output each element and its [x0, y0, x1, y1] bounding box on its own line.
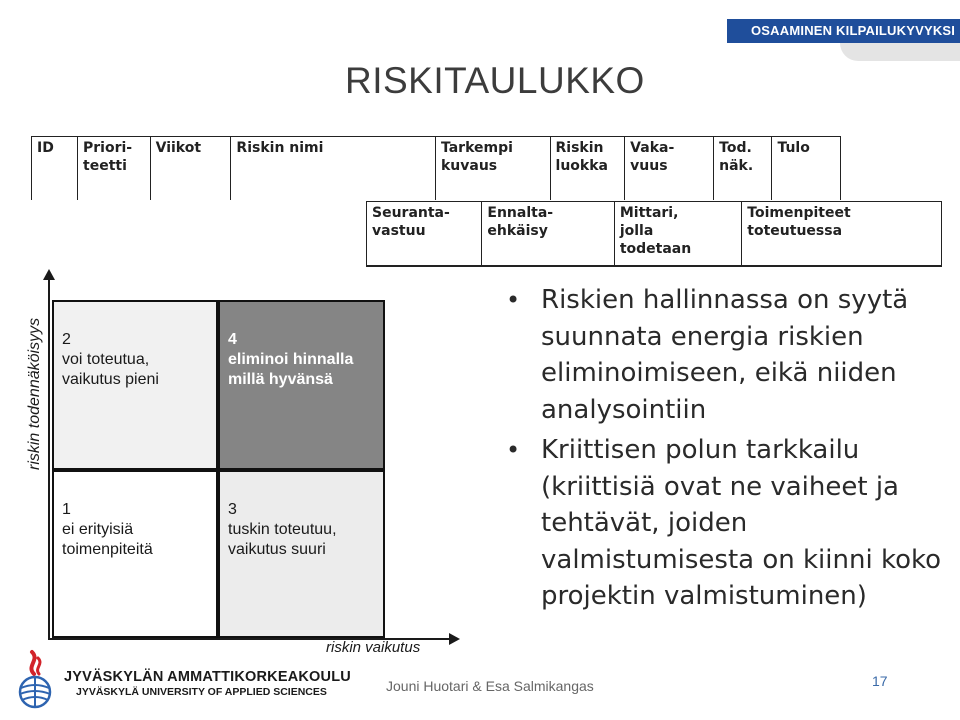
risk-table-bottom — [366, 201, 942, 267]
y-axis-line — [48, 278, 50, 640]
bullet-item: • Kriittisen polun tarkkailu (kriittisiä ovat ne vaiheet ja tehtävät, joiden valmistumisesta on kiinni koko projektin valmistuminen) — [506, 432, 946, 615]
matrix-cell-3: 3 tuskin toteutuu, vaikutus suuri — [218, 470, 385, 638]
banner-shadow — [840, 43, 960, 61]
col-id: ID — [32, 137, 78, 201]
university-logo-icon — [12, 648, 58, 710]
risk-table-top — [31, 136, 841, 200]
col-risk-name: Riskin nimi — [231, 137, 436, 201]
logo-text-fi: JYVÄSKYLÄN AMMATTIKORKEAKOULU — [64, 669, 351, 685]
col-actions: Toimenpiteet toteutuessa — [742, 202, 942, 267]
col-weeks: Viikot — [150, 137, 231, 201]
col-description: Tarkempi kuvaus — [435, 137, 550, 201]
col-monitoring: Seuranta- vastuu — [367, 202, 482, 267]
bullet-item: • Riskien hallinnassa on syytä suunnata energia riskien eliminoimiseen, eikä niiden analysointiin — [506, 282, 946, 428]
bullet-list — [506, 282, 946, 619]
y-axis-label: riskin todennäköisyys — [26, 317, 43, 470]
col-severity: Vaka- vuus — [625, 137, 714, 201]
matrix-cell-4: 4 eliminoi hinnalla millä hyvänsä — [218, 300, 385, 470]
x-axis-label: riskin vaikutus — [326, 639, 421, 656]
header-banner: OSAAMINEN KILPAILUKYVYKSI — [727, 19, 960, 43]
matrix-cell-1: 1 ei erityisiä toimenpiteitä — [52, 470, 218, 638]
col-prevention: Ennalta- ehkäisy — [482, 202, 614, 267]
col-indicator: Mittari, jolla todetaan — [614, 202, 741, 267]
col-product: Tulo — [772, 137, 841, 201]
col-probability: Tod. näk. — [714, 137, 772, 201]
author-footer: Jouni Huotari & Esa Salmikangas — [386, 678, 594, 694]
matrix-cell-2: 2 voi toteutua, vaikutus pieni — [52, 300, 218, 470]
slide-title: RISKITAULUKKO — [345, 60, 645, 101]
col-priority: Priori- teetti — [78, 137, 151, 201]
logo-text-en: JYVÄSKYLÄ UNIVERSITY OF APPLIED SCIENCES — [76, 686, 327, 698]
col-risk-class: Riskin luokka — [550, 137, 625, 201]
page-number: 17 — [872, 673, 888, 689]
x-axis-arrow — [449, 633, 460, 645]
